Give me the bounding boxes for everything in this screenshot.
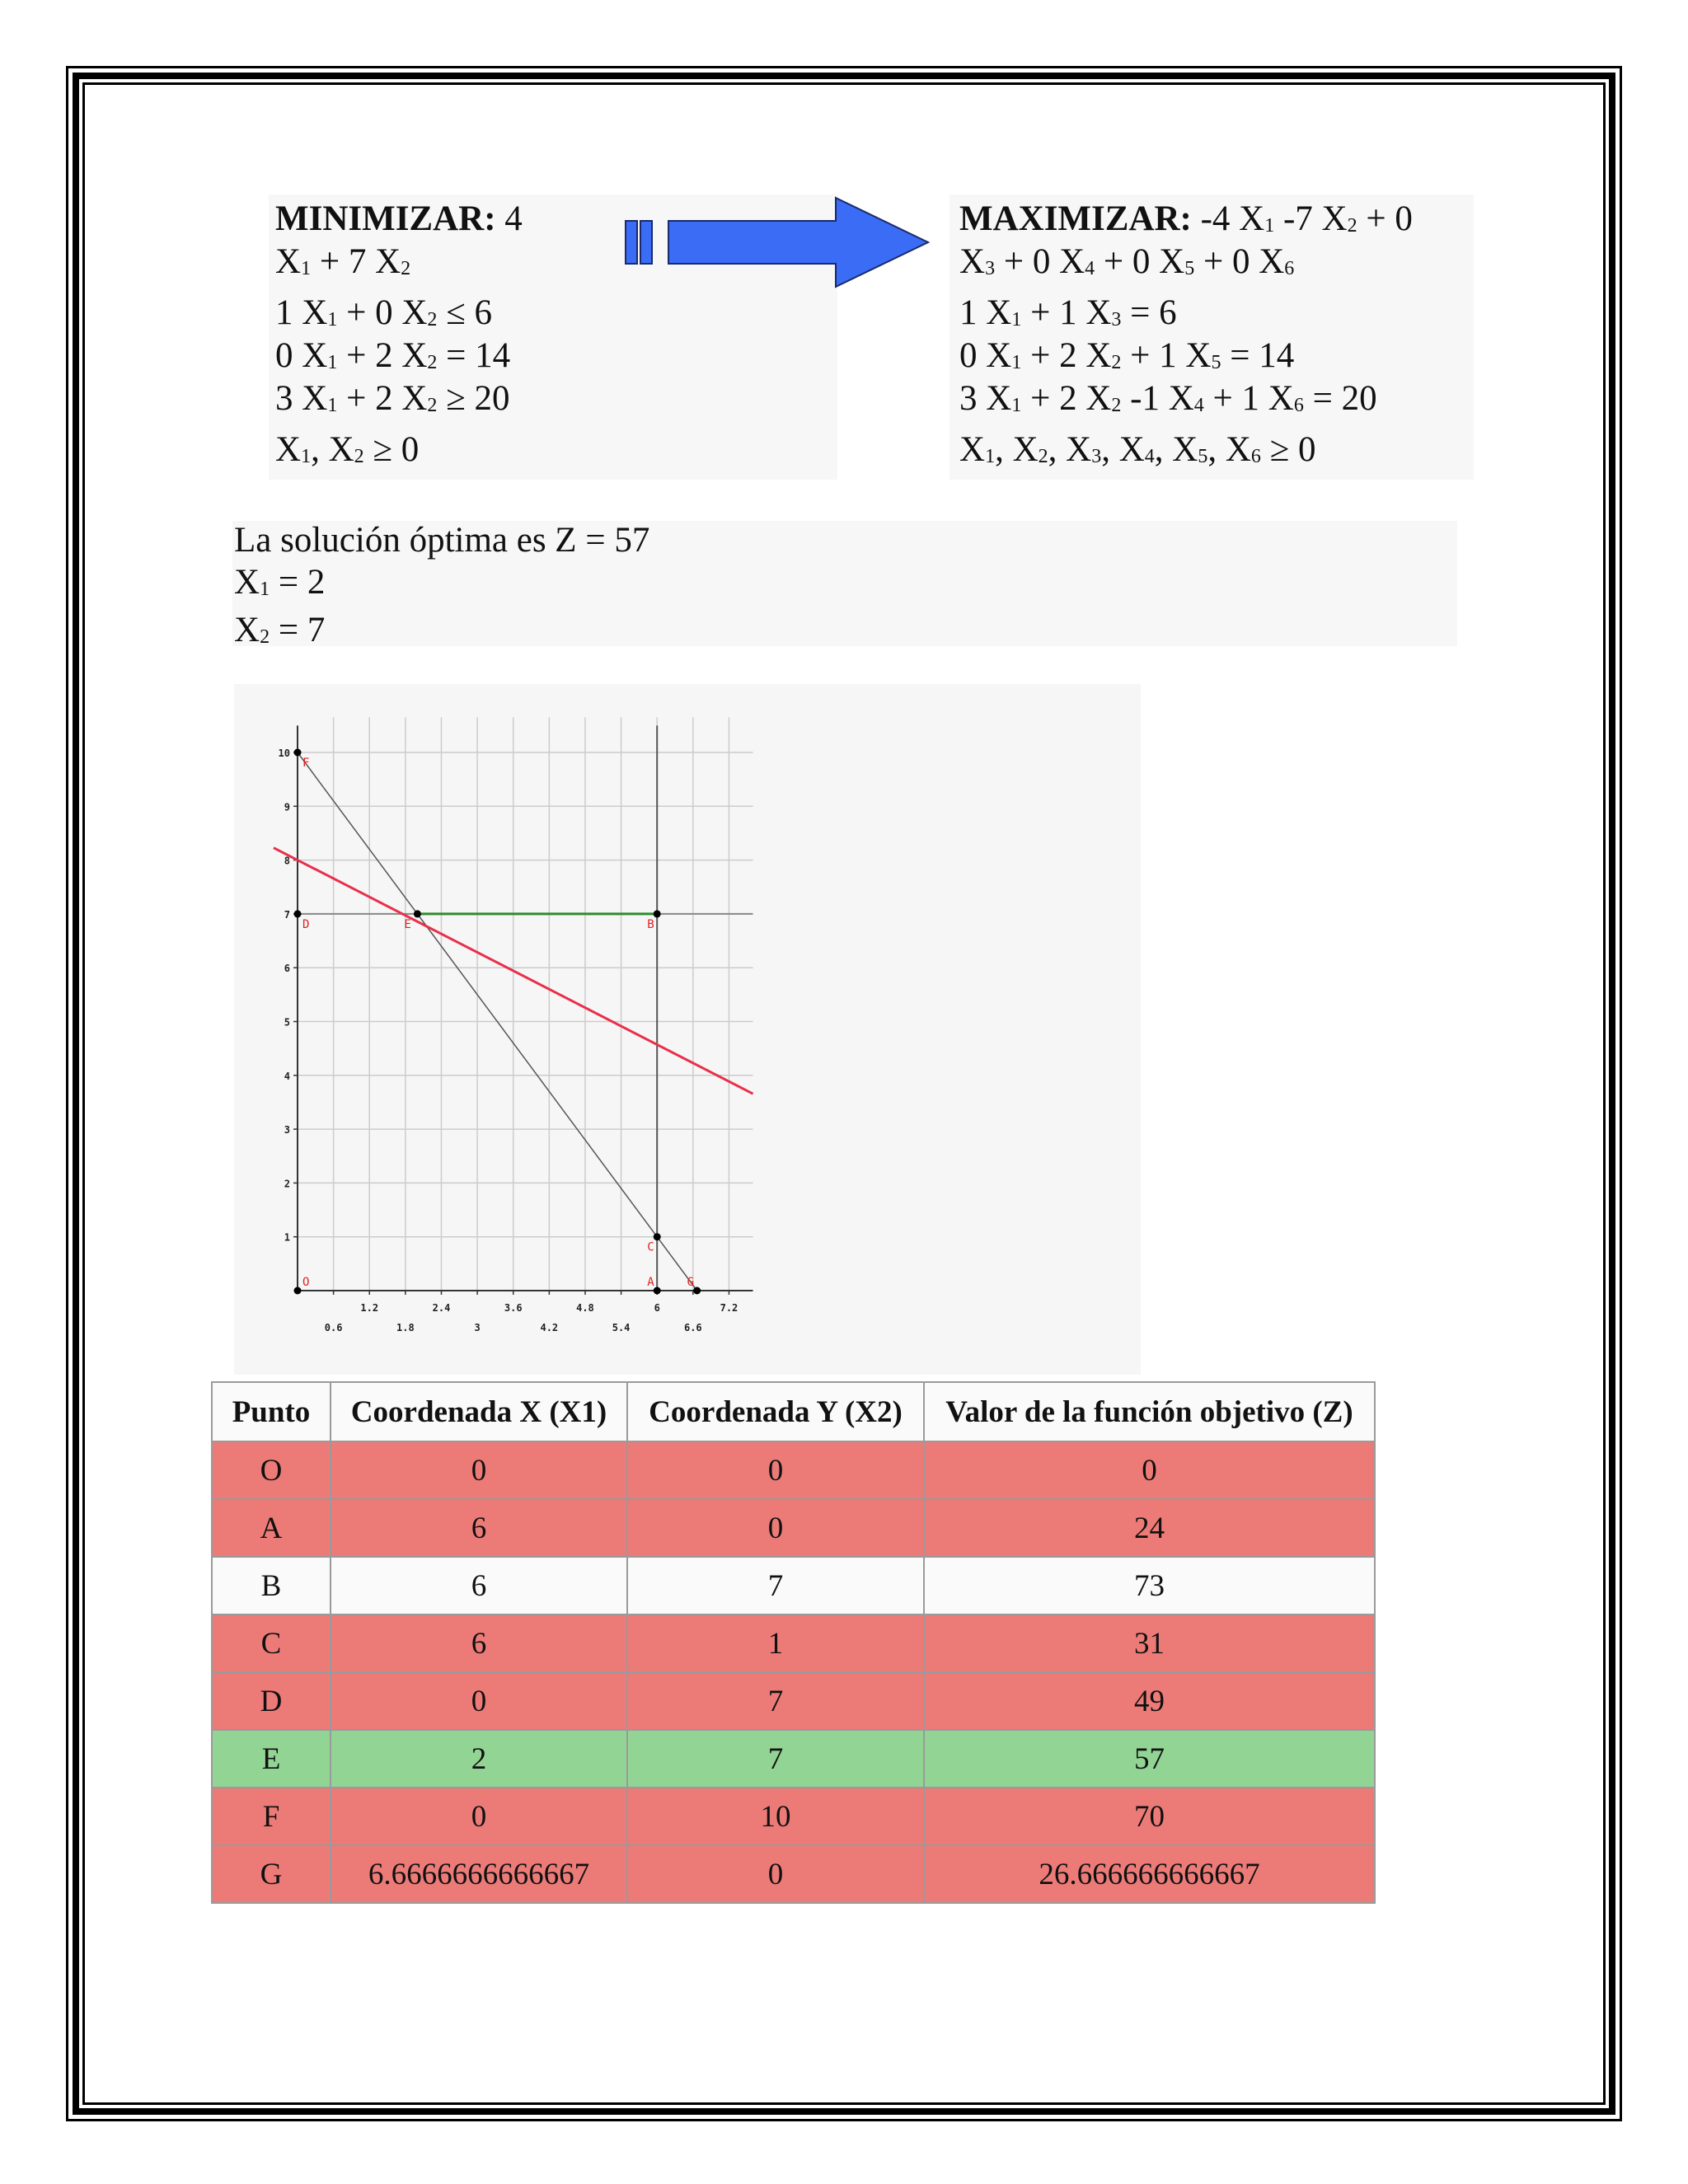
cell-punto: A <box>212 1499 331 1557</box>
primal-objective-start: 4 <box>495 199 523 238</box>
standard-constraint-1: 1 $X_1 + 1$ $X_3 = 6$ <box>959 293 1177 332</box>
vertex-point-o <box>294 1287 302 1295</box>
standard-objective-line2: $X_3 + 0$ $X_4 + 0$ $X_5 + 0$ $X_6$ <box>959 242 1295 281</box>
y-tick-label: 5 <box>284 1016 290 1029</box>
vertex-label-c: C <box>647 1240 654 1254</box>
vertex-label-e: E <box>404 917 411 931</box>
vertex-point-c <box>654 1233 661 1240</box>
table-row <box>212 1845 1375 1903</box>
cell-z: 70 <box>924 1788 1375 1845</box>
solution-x2: $X_2 = 7$ <box>234 611 326 649</box>
vertex-point-d <box>294 910 302 917</box>
x-tick-label-upper: 4.8 <box>576 1302 594 1314</box>
primal-nonnegativity: $X_1$, $X_2 \ge 0$ <box>275 430 420 469</box>
cell-punto: E <box>212 1730 331 1788</box>
cell-z: 49 <box>924 1672 1375 1730</box>
x-tick-label-upper: 3.6 <box>504 1302 523 1314</box>
header-coordenada-x: Coordenada X (X1) <box>331 1382 627 1441</box>
y-tick-label: 9 <box>284 801 290 813</box>
cell-y: 7 <box>627 1730 924 1788</box>
x-tick-label-lower: 4.2 <box>540 1322 559 1333</box>
cell-punto: C <box>212 1615 331 1672</box>
cell-x: 2 <box>331 1730 627 1788</box>
x-tick-label-lower: 6.6 <box>683 1322 702 1333</box>
cell-z: 31 <box>924 1615 1375 1672</box>
cell-y: 7 <box>627 1557 924 1615</box>
vertex-label-o: O <box>302 1276 310 1289</box>
table-row <box>212 1788 1375 1845</box>
table-row <box>212 1557 1375 1615</box>
primal-constraint-2: 0 $X_1 + 2$ $X_2 = 14$ <box>275 336 511 375</box>
standard-objective-line1 <box>959 198 1413 241</box>
primal-constraint-3: 3 $X_1 + 2$ $X_2 \ge 20$ <box>275 379 510 418</box>
standard-model <box>959 198 1413 471</box>
primal-model <box>275 198 523 471</box>
cell-z: 26.666666666667 <box>924 1845 1375 1903</box>
x-tick-label-lower: 3 <box>474 1322 481 1333</box>
table-row <box>212 1499 1375 1557</box>
cell-punto: D <box>212 1672 331 1730</box>
header-coordenada-y: Coordenada Y (X2) <box>627 1382 924 1441</box>
cell-punto: G <box>212 1845 331 1903</box>
vertex-label-f: F <box>302 757 310 770</box>
cell-x: 6 <box>331 1615 627 1672</box>
y-tick-label: 7 <box>284 908 290 921</box>
cell-z: 73 <box>924 1557 1375 1615</box>
table-row <box>212 1730 1375 1788</box>
cell-x: 0 <box>331 1788 627 1845</box>
cell-punto: F <box>212 1788 331 1845</box>
cell-x: 6 <box>331 1499 627 1557</box>
cell-y: 0 <box>627 1441 924 1499</box>
table-row <box>212 1615 1375 1672</box>
vertex-point-g <box>693 1287 701 1295</box>
solution-text <box>234 519 649 657</box>
x-tick-label-upper: 7.2 <box>720 1302 738 1314</box>
x-tick-label-upper: 2.4 <box>432 1302 451 1314</box>
cell-y: 10 <box>627 1788 924 1845</box>
y-tick-label: 2 <box>284 1178 290 1190</box>
x-tick-label-lower: 0.6 <box>324 1322 343 1333</box>
vertex-point-b <box>654 910 661 917</box>
arrow-right-icon <box>625 196 931 288</box>
primal-objective-line2: $X_1 + 7$ $X_2$ <box>275 242 411 281</box>
y-tick-label: 4 <box>284 1070 290 1082</box>
cell-z: 57 <box>924 1730 1375 1788</box>
y-tick-label: 1 <box>284 1231 290 1244</box>
x-tick-label-upper: 6 <box>654 1302 660 1314</box>
y-tick-label: 8 <box>284 855 290 867</box>
cell-x: 0 <box>331 1441 627 1499</box>
vertex-point-f <box>294 749 302 757</box>
x-tick-label-lower: 5.4 <box>612 1322 631 1333</box>
vertex-point-a <box>654 1287 661 1295</box>
table-header-row <box>212 1382 1375 1441</box>
cell-y: 0 <box>627 1499 924 1557</box>
standard-constraint-3: 3 $X_1 + 2$ $X_2$ -1 $X_4 + 1$ $X_6 = 20$ <box>959 379 1377 418</box>
vertex-point-e <box>414 910 421 917</box>
table-row <box>212 1672 1375 1730</box>
table-row <box>212 1441 1375 1499</box>
cell-z: 0 <box>924 1441 1375 1499</box>
cell-y: 0 <box>627 1845 924 1903</box>
cell-y: 1 <box>627 1615 924 1672</box>
vertex-label-d: D <box>302 917 310 931</box>
y-tick-label: 10 <box>278 748 290 759</box>
minimize-label: MINIMIZAR: <box>275 199 496 238</box>
cell-punto: O <box>212 1441 331 1499</box>
cell-y: 7 <box>627 1672 924 1730</box>
vertices-table <box>211 1381 1376 1904</box>
feasible-region-graph <box>234 684 1141 1375</box>
optimal-solution-line: La solución óptima es Z = 57 <box>234 521 650 560</box>
x-tick-label-lower: 1.8 <box>396 1322 415 1333</box>
standard-constraint-2: 0 $X_1 + 2$ $X_2 + 1$ $X_5 = 14$ <box>959 336 1295 375</box>
cell-punto: B <box>212 1557 331 1615</box>
primal-objective-line1 <box>275 198 523 241</box>
primal-constraint-1: 1 $X_1 + 0$ $X_2 \le 6$ <box>275 293 492 332</box>
cell-x: 0 <box>331 1672 627 1730</box>
x-tick-label-upper: 1.2 <box>360 1302 379 1314</box>
solution-x1: $X_1 = 2$ <box>234 563 326 602</box>
vertex-label-b: B <box>647 917 654 931</box>
header-valor-z: Valor de la función objetivo (Z) <box>924 1382 1375 1441</box>
y-tick-label: 6 <box>284 963 290 975</box>
header-punto: Punto <box>212 1382 331 1441</box>
maximize-label: MAXIMIZAR: <box>959 199 1192 238</box>
vertex-label-a: A <box>647 1276 654 1289</box>
cell-x: 6 <box>331 1557 627 1615</box>
standard-objective-start: -4 $X_1$ -7 $X_2 + 0$ <box>1191 199 1413 238</box>
cell-x: 6.6666666666667 <box>331 1845 627 1903</box>
standard-nonnegativity: $X_1$, $X_2$, $X_3$, $X_4$, $X_5$, $X_6 \ge 0$ <box>959 430 1316 469</box>
cell-z: 24 <box>924 1499 1375 1557</box>
y-tick-label: 3 <box>284 1124 290 1137</box>
vertex-label-g: G <box>687 1276 695 1289</box>
